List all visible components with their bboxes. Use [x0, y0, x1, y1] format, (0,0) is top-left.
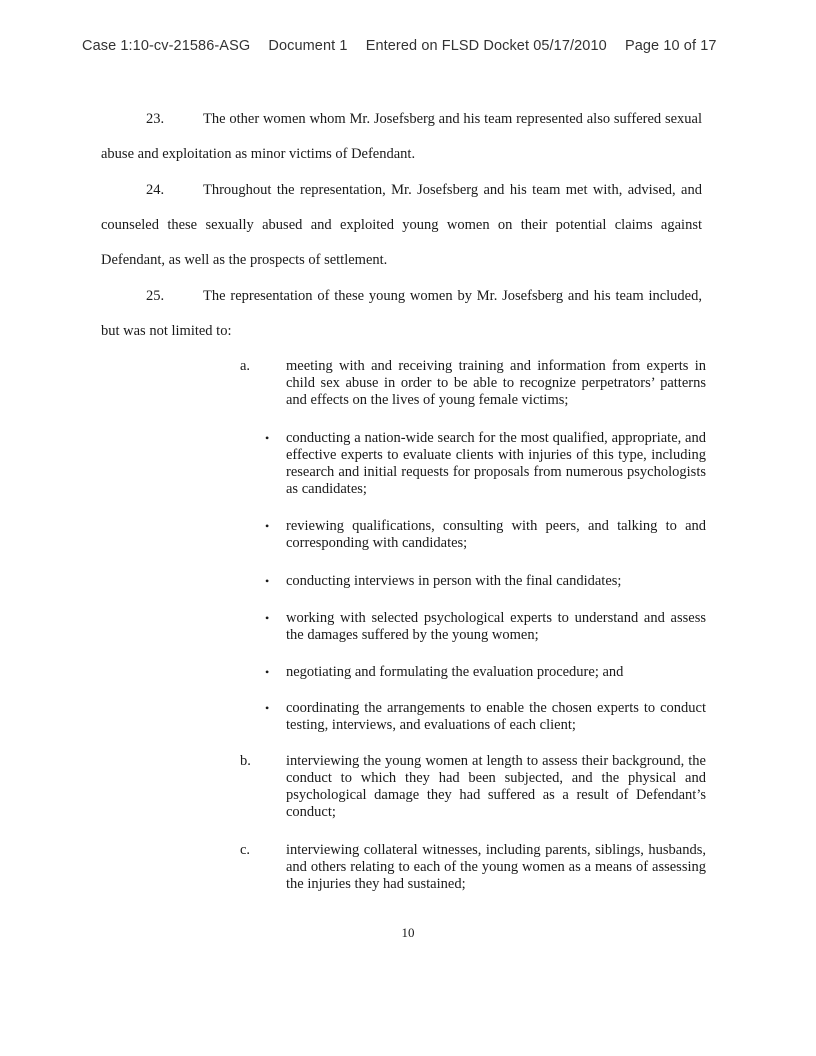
paragraph-text: The representation of these young women by Mr. Josefsberg and his team included, but was not limited to: [101, 288, 702, 339]
paragraph-23 [101, 102, 702, 172]
list-marker: c. [240, 842, 251, 858]
bullet-icon: • [265, 519, 270, 533]
list-item-text: conducting interviews in person with the final candidates; [286, 573, 622, 589]
paragraph-number: 25. [146, 288, 165, 304]
list-item-bullet-5 [240, 664, 706, 681]
list-item-text: reviewing qualifications, consulting with peers, and talking to and corresponding with candidates; [286, 518, 706, 551]
bullet-icon: • [265, 701, 270, 715]
list-item-text: coordinating the arrangements to enable the chosen experts to conduct testing, interviews, and evaluations of each client; [286, 700, 706, 733]
paragraph-text: The other women whom Mr. Josefsberg and his team represented also suffered sexual abuse and exploitation as minor victims of Defendant. [101, 111, 702, 162]
list-item-text: meeting with and receiving training and information from experts in child sex abuse in order to be able to recognize perpetrators’ patterns and effects on the lives of young female victims; [286, 358, 706, 408]
document-number: Document 1 [268, 38, 348, 54]
list-marker: b. [240, 753, 251, 769]
paragraph-text: Throughout the representation, Mr. Josefsberg and his team met with, advised, and counseled these sexually abused and exploited young women on their potential claims against Defendant, as well as the prospects of settlement. [101, 182, 702, 268]
list-item-text: conducting a nation-wide search for the most qualified, appropriate, and effective experts to evaluate clients with injuries of this type, including research and initial requests for proposals from numerous psychologists as candidates; [286, 430, 706, 497]
bullet-icon: • [265, 431, 270, 445]
paragraph-24 [101, 173, 702, 278]
list-item-text: negotiating and formulating the evaluation procedure; and [286, 664, 624, 680]
list-item-bullet-1 [240, 430, 706, 498]
bullet-icon: • [265, 665, 270, 679]
bullet-icon: • [265, 611, 270, 625]
list-item-c [240, 842, 706, 893]
docket-entry: Entered on FLSD Docket 05/17/2010 [365, 38, 607, 54]
page-of-total: Page 10 of 17 [624, 38, 717, 54]
list-item-bullet-6 [240, 700, 706, 734]
list-item-b [240, 753, 706, 821]
docket-header [82, 38, 717, 54]
list-marker: a. [240, 358, 251, 374]
bullet-icon: • [265, 574, 270, 588]
list-item-bullet-2 [240, 518, 706, 552]
list-item-text: working with selected psychological experts to understand and assess the damages suffered by the young women; [286, 610, 706, 643]
list-item-text: interviewing collateral witnesses, including parents, siblings, husbands, and others relating to each of the young women as a means of assessing the injuries they had sustained; [286, 842, 706, 892]
list-item-text: interviewing the young women at length to assess their background, the conduct to which they had been subjected, and the physical and psychological damage they had suffered as a result of Defendant’s conduct; [286, 753, 706, 820]
list-item-bullet-3 [240, 573, 706, 590]
list-item-bullet-4 [240, 610, 706, 644]
paragraph-number: 23. [146, 111, 165, 127]
list-item-a [240, 358, 706, 409]
case-number: Case 1:10-cv-21586-ASG [82, 38, 251, 54]
paragraph-25 [101, 279, 702, 349]
paragraph-number: 24. [146, 182, 165, 198]
page-number: 10 [401, 925, 415, 940]
